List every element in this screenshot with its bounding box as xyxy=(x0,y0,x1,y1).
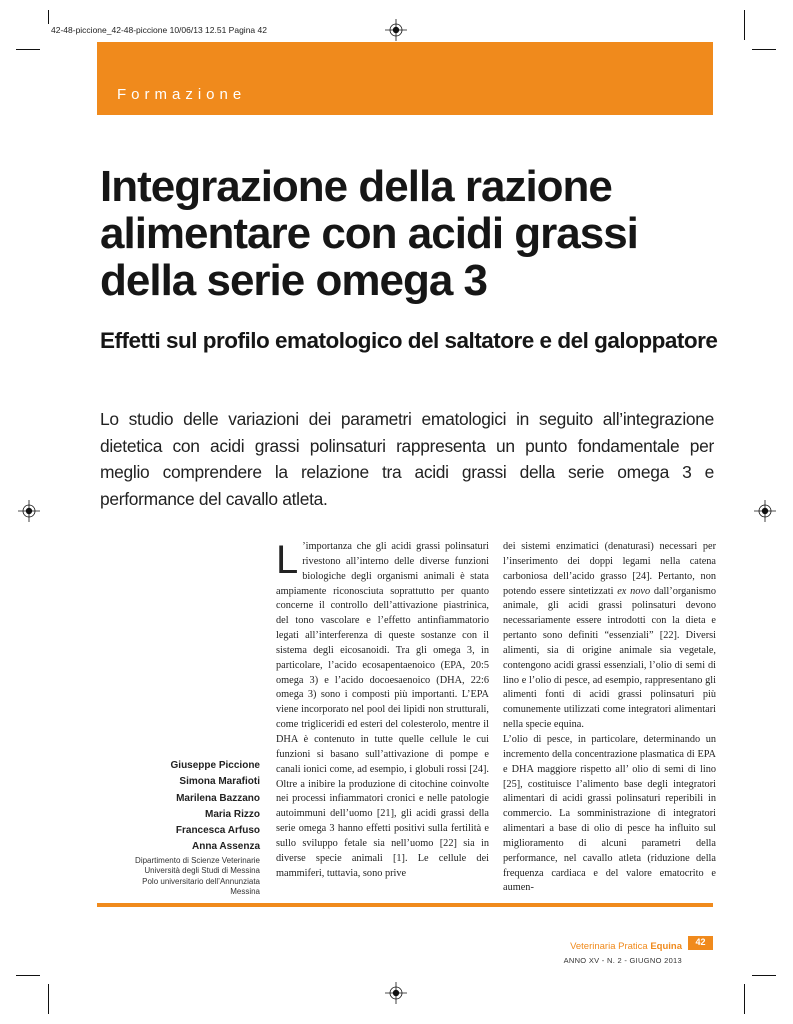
author-name: Giuseppe Piccione xyxy=(170,760,260,771)
footer-rule xyxy=(97,903,713,907)
section-banner xyxy=(97,42,713,115)
registration-mark-bottom xyxy=(385,982,407,1004)
author-block xyxy=(96,758,260,898)
affiliation-line: Polo universitario dell’Annunziata xyxy=(142,876,260,886)
body-column-2 xyxy=(503,540,716,896)
body-text: ’importanza che gli acidi grassi polinsaturi rivestono all’interno delle diverse funzioni biologiche degli organismi animali è stata ampiamente riconosciuta soprattutto per quanto concerne il controllo dell’attivazione piastrinica, del tono vascolare e l’effetto antinfiammatorio legati all’interferenza di queste sostanze con il sistema degli eicosanoidi. Tra gli omega 3, in particolare, l’acido ecosapentaenoico (EPA, 20:5 omega 3) e l’acido docoesaenoico (DHA, 22:6 omega 3) sono i composti più importanti. L’EPA viene incorporato nel pool dei lipidi non strutturali, come trigliceridi ed esteri del colesterolo, mentre il DHA è contenuto in tutte quelle cellule le cui funzioni si basano sull’attivazione di pompe e canali ionici come, ad esempio, i globuli rossi [24]. Oltre a inibire la produzione di citochine coinvolte nei processi infiammatori cronici e nelle patologie autoimmuni dell’uomo [21], gli acidi grassi della serie omega 3 hanno effetti positivi sulla fertilità e sullo sviluppo fetale sia nell’uomo [22] sia in diverse specie animali [1]. Le cellule dei mammiferi, tuttavia, sono prive xyxy=(276,541,489,879)
article-title: Integrazione della razione alimentare con acidi grassi della serie omega 3 xyxy=(100,162,638,305)
print-slug: 42-48-piccione_42-48-piccione 10/06/13 12.51 Pagina 42 xyxy=(51,25,267,35)
trim-mark-top-left-v xyxy=(48,10,49,24)
body-text-italic: ex novo xyxy=(617,585,651,597)
body-text: dei sistemi enzimatici (denaturasi) necessari per l’inserimento dei doppi legami nella catena carboniosa dell’acido grasso [24]. Pertanto, non potendo essere sintetizzati xyxy=(503,541,716,597)
author-name: Francesca Arfuso xyxy=(175,825,260,837)
trim-mark-bottom-left-v xyxy=(48,984,49,1014)
section-label: Formazione xyxy=(117,86,247,103)
article-lead: Lo studio delle variazioni dei parametri ematologici in seguito all’integrazione dietetica con acidi grassi polinsaturi rappresenta un punto fondamentale per meglio comprendere la relazione tra acidi grassi della serie omega 3 e performance del cavallo atleta. xyxy=(100,409,714,509)
magazine-name-bold: Equina xyxy=(650,941,682,952)
trim-mark-bottom-right-v xyxy=(744,984,745,1014)
body-paragraph xyxy=(503,540,716,733)
issue-info: ANNO XV - N. 2 - GIUGNO 2013 xyxy=(563,956,682,965)
body-paragraph: L’olio di pesce, in particolare, determinando un incremento della concentrazione plasmatica di EPA e DHA maggiore rispetto all’ olio di semi di lino [25], costituisce l’alimento base degli integratori alimentari di acidi grassi polinsaturi reperibili in commercio. La somministrazione di integratori alimentari a base di olio di pesce ha influito sul miglioramento di alcuni parametri della performance, nel cavallo atleta (riduzione della frequenza cardiaca e del valore ematocrito e aumen- xyxy=(503,733,716,894)
trim-mark-bottom-right-h xyxy=(752,975,776,976)
author-name: Simona Marafioti xyxy=(179,776,260,788)
affiliation-line: Messina xyxy=(230,887,260,897)
author-name: Anna Assenza xyxy=(192,841,260,853)
body-text: dall’organismo animale, gli acidi grassi polinsaturi devono necessariamente essere introdotti con la dieta e pertanto sono definiti “essenziali” [22]. Diversi alimenti, sia di origine animale sia vegetale, contengono acidi grassi essenziali, l’olio di semi di lino e l’olio di pesce, ad esempio, rappresentano gli alimenti fonti di acidi grassi polinsaturi più comunemente utilizzati come integratori alimentari nella specie equina. xyxy=(503,585,716,731)
trim-mark-bottom-left-h xyxy=(16,975,40,976)
registration-mark-top xyxy=(385,19,407,41)
drop-cap: L xyxy=(276,538,299,582)
magazine-name-prefix: Veterinaria Pratica xyxy=(570,941,651,952)
magazine-name xyxy=(520,941,682,952)
trim-mark-top-right-v xyxy=(744,10,745,40)
body-paragraph xyxy=(276,540,489,881)
affiliation-line: Dipartimento di Scienze Veterinarie xyxy=(135,855,260,865)
article-subtitle: Effetti sul profilo ematologico del saltatore e del galoppatore xyxy=(100,328,718,353)
author-name: Maria Rizzo xyxy=(204,808,260,820)
author-name: Marilena Bazzano xyxy=(176,792,260,804)
registration-mark-left xyxy=(18,500,40,522)
trim-mark-top-left-h xyxy=(16,49,40,50)
affiliation-line: Università degli Studi di Messina xyxy=(144,866,260,876)
page-number: 42 xyxy=(695,937,706,947)
registration-mark-right xyxy=(754,500,776,522)
trim-mark-top-right-h xyxy=(752,49,776,50)
body-column-1 xyxy=(276,540,489,881)
